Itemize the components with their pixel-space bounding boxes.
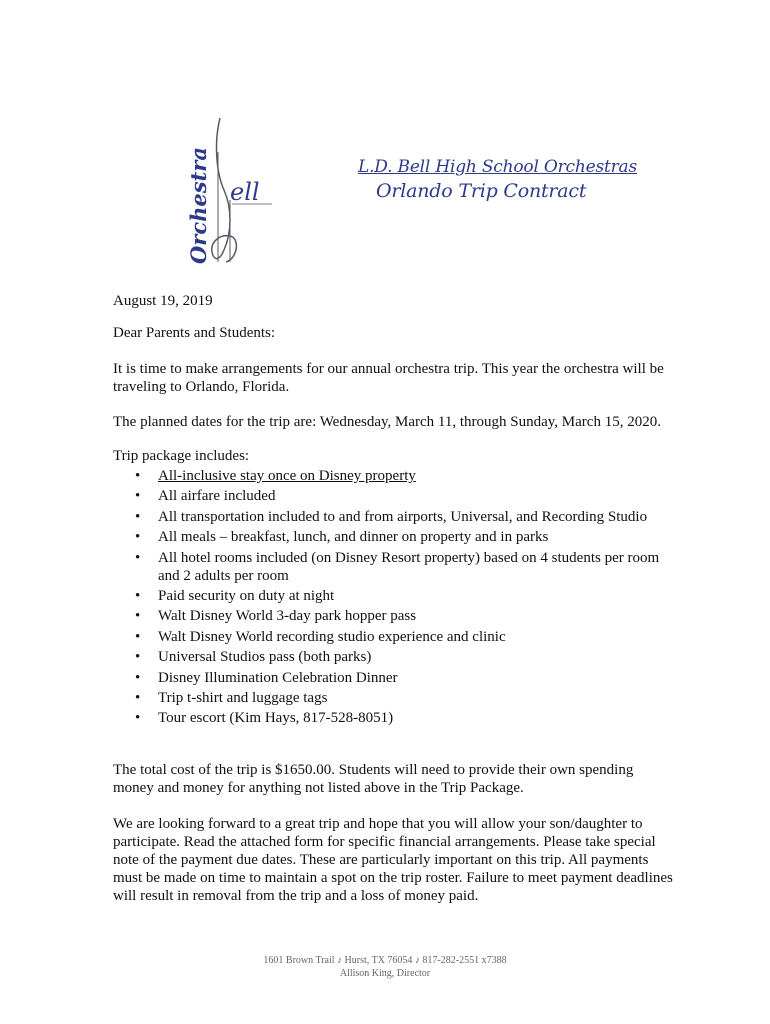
footer-director: Allison King, Director xyxy=(339,968,431,979)
list-item: • Walt Disney World 3-day park hopper pass xyxy=(135,608,417,625)
bullet-icon: • xyxy=(135,587,141,604)
list-item: • All transportation included to and from airports, Universal, and Recording Studio xyxy=(135,508,648,525)
bullet-icon: • xyxy=(135,549,141,566)
list-item: • All airfare included xyxy=(135,488,276,505)
list-item: • Walt Disney World recording studio experience and clinic xyxy=(135,628,506,645)
list-item: • Disney Illumination Celebration Dinner xyxy=(135,669,398,686)
document-title: Orlando Trip Contract xyxy=(376,180,587,202)
footer-address: 1601 Brown Trail ♪ Hurst, TX 76054 ♪ 817-282-2551 x7388 xyxy=(263,955,507,966)
bullet-icon: • xyxy=(135,468,141,484)
letter-date: August 19, 2019 xyxy=(113,293,213,309)
letter-greeting: Dear Parents and Students: xyxy=(113,325,276,341)
bullet-icon: • xyxy=(135,488,141,505)
orchestra-bell-logo xyxy=(180,112,280,272)
school-title: L.D. Bell High School Orchestras xyxy=(358,157,638,177)
list-item: • All hotel rooms included (on Disney Resort property) based on 4 students per room and 2 adults per room xyxy=(135,549,660,584)
bullet-icon: • xyxy=(135,710,141,727)
dates-paragraph: The planned dates for the trip are: Wednesday, March 11, through Sunday, March 15, 2020. xyxy=(113,414,661,430)
intro-paragraph: It is time to make arrangements for our annual orchestra trip. This year the orchestra will be traveling to Orlando, Florida. xyxy=(113,361,664,395)
logo-bell-text: ell xyxy=(230,178,260,206)
page-footer xyxy=(0,954,770,980)
bullet-icon: • xyxy=(135,669,141,686)
letter-body xyxy=(113,292,673,905)
bullet-icon: • xyxy=(135,529,141,546)
total-cost-paragraph: The total cost of the trip is $1650.00. Students will need to provide their own spending money and money for anything not listed above in the Trip Package. xyxy=(113,762,634,797)
closing-paragraph: We are looking forward to a great trip and hope that you will allow your son/daughter to participate. Read the attached form for specific financial arrangements. Please take special note of the payment due dates. These are particularly important on this trip. All payments must be made on time to maintain a spot on the trip roster. Failure to meet payment deadlines will result in removal from the trip and a loss of money paid. xyxy=(113,816,673,905)
bullet-icon: • xyxy=(135,608,141,625)
list-item: • Trip t-shirt and luggage tags xyxy=(135,689,328,706)
logo-orchestra-text: Orchestra xyxy=(186,147,211,264)
list-item: • Paid security on duty at night xyxy=(135,587,335,604)
list-item: • All meals – breakfast, lunch, and dinner on property and in parks xyxy=(135,529,549,546)
bullet-icon: • xyxy=(135,628,141,645)
list-item: • Tour escort (Kim Hays, 817-528-8051) xyxy=(135,710,394,727)
bullet-icon: • xyxy=(135,649,141,666)
package-list xyxy=(113,467,673,727)
package-heading: Trip package includes: xyxy=(113,448,250,464)
bell-logo-graphic xyxy=(180,112,280,272)
list-item: • All-inclusive stay once on Disney property xyxy=(135,468,416,484)
bullet-icon: • xyxy=(135,689,141,706)
bullet-icon: • xyxy=(135,508,141,525)
list-item: • Universal Studios pass (both parks) xyxy=(135,649,372,666)
